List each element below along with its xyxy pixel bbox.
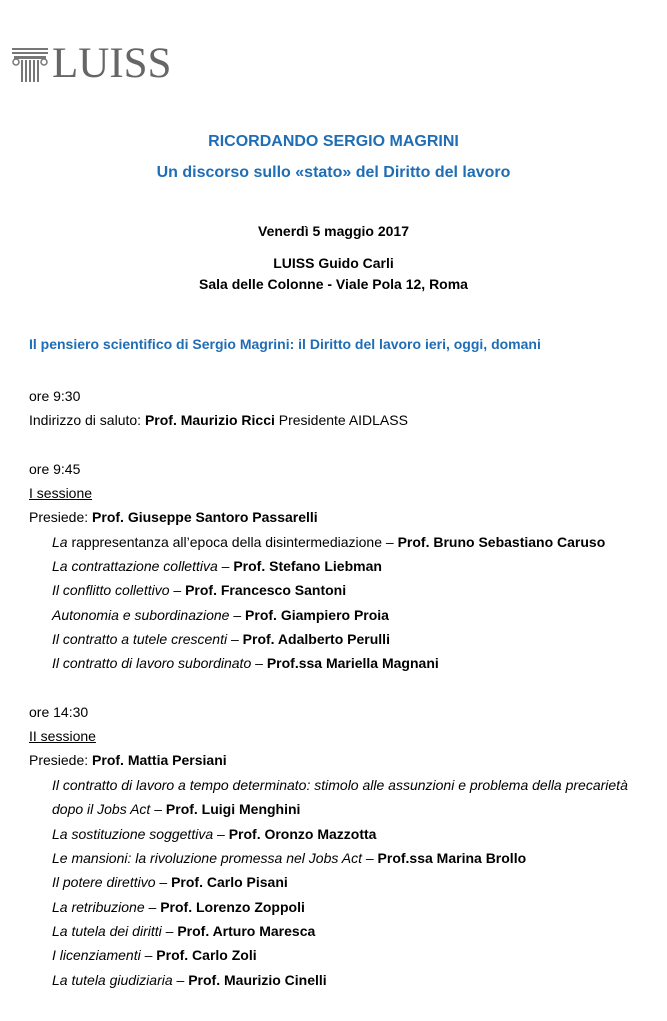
session1-time: ore 9:45 bbox=[29, 461, 81, 477]
talk-speaker: Prof. Lorenzo Zoppoli bbox=[160, 899, 305, 915]
talk-title: La retribuzione bbox=[52, 899, 145, 915]
talk-title: La bbox=[52, 534, 68, 550]
talk-item bbox=[52, 947, 257, 964]
talk-title: La sostituzione soggettiva bbox=[52, 826, 214, 842]
talk-title: Autonomia e subordinazione bbox=[52, 607, 230, 623]
talk-title: Il conflitto collettivo bbox=[52, 582, 170, 598]
dash: – bbox=[172, 972, 189, 988]
talk-speaker: Prof. Carlo Zoli bbox=[156, 947, 257, 963]
talk-item bbox=[52, 899, 305, 916]
opening-time: ore 9:30 bbox=[29, 388, 81, 404]
venue-address: Sala delle Colonne - Viale Pola 12, Roma bbox=[199, 276, 468, 292]
chair-name: Prof. Giuseppe Santoro Passarelli bbox=[92, 509, 318, 525]
talk-speaker: Prof.ssa Marina Brollo bbox=[377, 850, 527, 866]
dash: – bbox=[227, 631, 243, 647]
talk-title-plain: rappresentanza all’epoca della disintermediazione bbox=[67, 534, 382, 550]
dash: – bbox=[229, 607, 246, 623]
dash: – bbox=[150, 801, 166, 817]
talk-item bbox=[52, 607, 389, 624]
talk-speaker: Prof. Francesco Santoni bbox=[185, 582, 347, 598]
event-title: RICORDANDO SERGIO MAGRINI bbox=[208, 133, 459, 150]
greeting-role: Presidente AIDLASS bbox=[274, 412, 408, 428]
talk-title: Il contratto di lavoro subordinato bbox=[52, 655, 252, 671]
event-subtitle: Un discorso sullo «stato» del Diritto del lavoro bbox=[156, 164, 511, 181]
talk-title: Il contratto a tutele crescenti bbox=[52, 631, 228, 647]
talk-item bbox=[52, 631, 390, 648]
greeting-speaker: Prof. Maurizio Ricci bbox=[144, 412, 275, 428]
dash: – bbox=[144, 899, 161, 915]
talk-speaker: Prof. Stefano Liebman bbox=[233, 558, 382, 574]
talk-item bbox=[52, 655, 439, 672]
talk-item bbox=[52, 826, 376, 843]
dash: – bbox=[361, 850, 378, 866]
dash: – bbox=[213, 826, 229, 842]
event-date: Venerdì 5 maggio 2017 bbox=[258, 223, 409, 239]
session2-name: II sessione bbox=[29, 728, 96, 744]
talk-speaker: Prof. Giampiero Proia bbox=[245, 607, 389, 623]
dash: – bbox=[169, 582, 186, 598]
talk-speaker: Prof. Adalberto Perulli bbox=[242, 631, 390, 647]
talk-item bbox=[52, 558, 382, 575]
talk-title-line1: Il contratto di lavoro a tempo determinato: stimolo alle assunzioni e problema della precarietà bbox=[52, 777, 628, 793]
session2-chair bbox=[29, 752, 227, 769]
session2-time: ore 14:30 bbox=[29, 704, 89, 720]
talk-speaker: Prof. Oronzo Mazzotta bbox=[228, 826, 377, 842]
talk-speaker: Prof. Bruno Sebastiano Caruso bbox=[397, 534, 606, 550]
talk-item bbox=[52, 874, 288, 891]
talk-title: La contrattazione collettiva bbox=[52, 558, 218, 574]
dash: – bbox=[251, 655, 267, 671]
dash: – bbox=[382, 534, 398, 550]
talk-speaker: Prof. Carlo Pisani bbox=[171, 874, 288, 890]
talk-item bbox=[52, 582, 346, 599]
talk-item bbox=[52, 923, 315, 940]
talk-speaker: Prof.ssa Mariella Magnani bbox=[266, 655, 439, 671]
chair-name: Prof. Mattia Persiani bbox=[92, 752, 227, 768]
dash: – bbox=[217, 558, 234, 574]
talk-item bbox=[52, 850, 526, 867]
opening-greeting bbox=[29, 412, 408, 429]
talk-title-line2: dopo il Jobs Act bbox=[52, 801, 151, 817]
talk-title: La tutela dei diritti bbox=[52, 923, 162, 939]
talk-speaker: Prof. Maurizio Cinelli bbox=[188, 972, 327, 988]
talk-speaker: Prof. Luigi Menghini bbox=[165, 801, 301, 817]
talk-title: La tutela giudiziaria bbox=[52, 972, 173, 988]
luiss-logo bbox=[12, 40, 172, 87]
session1-chair bbox=[29, 509, 318, 526]
dash: – bbox=[140, 947, 157, 963]
talk-item bbox=[52, 534, 605, 551]
chair-label: Presiede: bbox=[29, 752, 93, 768]
logo-text: LUISS bbox=[52, 40, 172, 87]
chair-label: Presiede: bbox=[29, 509, 93, 525]
session1-name: I sessione bbox=[29, 485, 93, 501]
greeting-label: Indirizzo di saluto: bbox=[29, 412, 145, 428]
venue-name: LUISS Guido Carli bbox=[273, 255, 394, 271]
talk-title: I licenziamenti bbox=[52, 947, 141, 963]
dash: – bbox=[155, 874, 172, 890]
talk-title: Le mansioni: la rivoluzione promessa nel Jobs Act bbox=[52, 850, 362, 866]
talk-item bbox=[52, 972, 327, 989]
talk-speaker: Prof. Arturo Maresca bbox=[177, 923, 316, 939]
talk-item bbox=[52, 801, 300, 818]
section-title: Il pensiero scientifico di Sergio Magrini: il Diritto del lavoro ieri, oggi, domani bbox=[29, 336, 541, 352]
talk-title: Il potere direttivo bbox=[52, 874, 156, 890]
ionic-column-icon bbox=[12, 48, 48, 82]
dash: – bbox=[161, 923, 178, 939]
